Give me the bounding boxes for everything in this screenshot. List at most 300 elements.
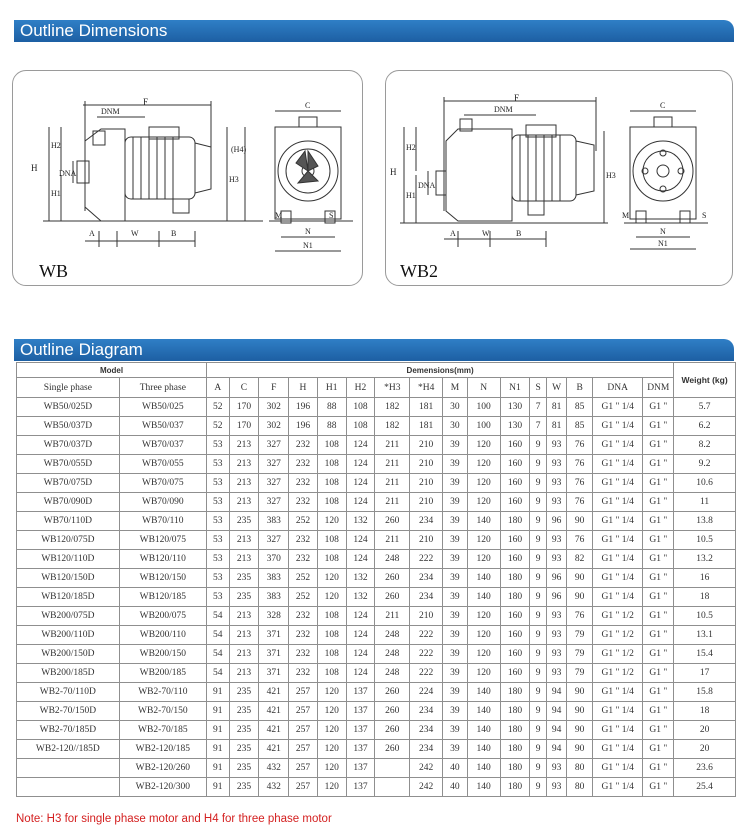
single-phase-model-cell: WB200/185D [17, 664, 120, 683]
dimension-cell: 9 [530, 455, 546, 474]
dimension-cell: 257 [289, 759, 318, 778]
column-header: W [546, 378, 567, 398]
dimension-cell: 93 [546, 759, 567, 778]
dimension-cell: 160 [500, 493, 530, 512]
dimension-cell: 39 [443, 740, 468, 759]
wb-dim-m: M [275, 211, 283, 220]
single-phase-model-cell: WB70/110D [17, 512, 120, 531]
weight-cell: 20 [674, 740, 736, 759]
dimension-cell: G1 " 1/4 [593, 550, 643, 569]
dimension-cell: 257 [289, 778, 318, 797]
dimension-cell: 140 [467, 721, 500, 740]
dimension-cell: 53 [206, 436, 229, 455]
dimension-cell: 181 [410, 398, 443, 417]
dimension-cell: 39 [443, 569, 468, 588]
dimension-cell: 180 [500, 778, 530, 797]
dimension-cell: 232 [289, 493, 318, 512]
dimension-cell: 9 [530, 645, 546, 664]
dimension-cell: G1 " 1/4 [593, 531, 643, 550]
dimension-cell: 140 [467, 569, 500, 588]
dimension-cell: 421 [259, 683, 289, 702]
dimension-cell: G1 " 1/2 [593, 607, 643, 626]
dimension-cell: 79 [567, 645, 593, 664]
weight-cell: 10.5 [674, 607, 736, 626]
column-header: H2 [346, 378, 375, 398]
dimension-cell: 421 [259, 702, 289, 721]
three-phase-model-cell: WB70/037 [119, 436, 206, 455]
dimension-cell: 39 [443, 474, 468, 493]
dimension-cell: 224 [410, 683, 443, 702]
dimension-cell: 93 [546, 531, 567, 550]
wb-dim-h2: H2 [51, 141, 61, 150]
dimension-cell: 235 [229, 512, 259, 531]
dimension-cell: 76 [567, 474, 593, 493]
wb2-fan-cover [576, 141, 594, 195]
dimension-cell: 213 [229, 455, 259, 474]
single-phase-model-cell: WB70/055D [17, 455, 120, 474]
dimension-cell: 39 [443, 512, 468, 531]
column-header: M [443, 378, 468, 398]
model-header: Model [17, 363, 207, 378]
wb-dim-w: W [131, 229, 139, 238]
dimension-cell: G1 " [643, 607, 674, 626]
three-phase-model-cell: WB120/150 [119, 569, 206, 588]
section-header-outline-diagram: Outline Diagram [14, 339, 734, 361]
dimension-cell: 9 [530, 778, 546, 797]
dimension-cell: 137 [346, 721, 375, 740]
dimension-cell: 213 [229, 626, 259, 645]
wb2-dim-dnm: DNM [494, 105, 513, 114]
dimension-cell: 9 [530, 436, 546, 455]
dimension-cell: 108 [317, 436, 346, 455]
dimension-cell: 53 [206, 531, 229, 550]
column-header: *H4 [410, 378, 443, 398]
dimension-cell: 248 [375, 626, 410, 645]
dimension-cell: 222 [410, 626, 443, 645]
dimension-cell: 39 [443, 531, 468, 550]
dimension-cell: G1 " [643, 531, 674, 550]
dimension-cell: 76 [567, 531, 593, 550]
dimension-cell: 9 [530, 550, 546, 569]
dimension-cell: G1 " 1/4 [593, 740, 643, 759]
dimension-cell: 137 [346, 740, 375, 759]
dimension-cell: 213 [229, 607, 259, 626]
table-row [17, 645, 736, 664]
wb-model-label: WB [39, 261, 68, 281]
dimension-cell: 90 [567, 512, 593, 531]
dimension-cell: 180 [500, 759, 530, 778]
dimension-cell: 235 [229, 721, 259, 740]
dimension-cell: 260 [375, 569, 410, 588]
weight-cell: 25.4 [674, 778, 736, 797]
dimension-cell: 213 [229, 664, 259, 683]
three-phase-model-cell: WB70/090 [119, 493, 206, 512]
dimension-cell: 90 [567, 588, 593, 607]
dimension-cell: 124 [346, 474, 375, 493]
dimension-cell: 53 [206, 550, 229, 569]
dimension-cell: 9 [530, 531, 546, 550]
table-row [17, 455, 736, 474]
dimension-cell: 93 [546, 474, 567, 493]
weight-cell: 18 [674, 702, 736, 721]
dimension-cell: G1 " 1/4 [593, 569, 643, 588]
weight-cell: 11 [674, 493, 736, 512]
dimension-cell: 120 [467, 436, 500, 455]
single-phase-model-cell [17, 778, 120, 797]
wb-inlet-flange [77, 161, 89, 183]
wb-side-front-drawing [13, 71, 363, 286]
dimension-cell: 196 [289, 398, 318, 417]
dimension-cell: 54 [206, 626, 229, 645]
dimension-cell: 120 [467, 664, 500, 683]
dimension-cell: 9 [530, 759, 546, 778]
table-row [17, 474, 736, 493]
dimension-cell: 120 [467, 531, 500, 550]
dimension-cell: 302 [259, 417, 289, 436]
dimension-cell: 7 [530, 398, 546, 417]
dimension-cell: 232 [289, 436, 318, 455]
dimension-cell: 232 [289, 607, 318, 626]
dimension-cell: 91 [206, 702, 229, 721]
dimension-cell: 211 [375, 531, 410, 550]
dimension-cell: 120 [317, 512, 346, 531]
single-phase-model-cell: WB2-70/110D [17, 683, 120, 702]
dimension-cell: 371 [259, 626, 289, 645]
dimension-cell: 9 [530, 740, 546, 759]
dimension-cell: 160 [500, 531, 530, 550]
dimension-cell: G1 " 1/4 [593, 759, 643, 778]
dimension-cell: G1 " 1/2 [593, 626, 643, 645]
table-row [17, 588, 736, 607]
dimension-cell: 39 [443, 588, 468, 607]
dimension-cell: 30 [443, 398, 468, 417]
weight-cell: 16 [674, 569, 736, 588]
dimension-cell: 132 [346, 512, 375, 531]
dimension-cell: 54 [206, 607, 229, 626]
column-header: H [289, 378, 318, 398]
dimension-cell: 421 [259, 740, 289, 759]
dimension-cell: 52 [206, 417, 229, 436]
dimension-cell: 9 [530, 626, 546, 645]
dimension-cell: 252 [289, 588, 318, 607]
dimension-cell: 383 [259, 512, 289, 531]
dimension-cell: 180 [500, 702, 530, 721]
weight-cell: 15.8 [674, 683, 736, 702]
dimension-cell: 160 [500, 626, 530, 645]
dimension-cell: G1 " [643, 588, 674, 607]
dimension-cell: 120 [317, 702, 346, 721]
dimension-cell: 140 [467, 683, 500, 702]
wb2-dim-w: W [482, 229, 490, 238]
dimension-cell: 248 [375, 550, 410, 569]
table-row [17, 702, 736, 721]
wb-dim-a: A [89, 229, 95, 238]
dimension-cell: G1 " 1/4 [593, 398, 643, 417]
dimension-cell: 93 [546, 645, 567, 664]
dimension-cell: 160 [500, 455, 530, 474]
dimension-cell: 232 [289, 645, 318, 664]
dimension-cell [375, 759, 410, 778]
table-row [17, 569, 736, 588]
dimension-cell: 120 [467, 626, 500, 645]
dimension-cell: G1 " [643, 645, 674, 664]
single-phase-model-cell: WB2-70/185D [17, 721, 120, 740]
three-phase-model-cell: WB2-70/110 [119, 683, 206, 702]
three-phase-model-cell: WB2-120/260 [119, 759, 206, 778]
dimension-cell: 252 [289, 512, 318, 531]
dimension-cell: G1 " [643, 474, 674, 493]
dimension-cell: 96 [546, 512, 567, 531]
dimension-cell: G1 " [643, 702, 674, 721]
weight-cell: 13.8 [674, 512, 736, 531]
table-row [17, 683, 736, 702]
dimension-cell: 108 [317, 493, 346, 512]
dimension-cell: 93 [546, 626, 567, 645]
table-row [17, 417, 736, 436]
wb2-dim-b: B [516, 229, 522, 238]
dimension-cell: 120 [317, 759, 346, 778]
dimension-cell: 235 [229, 588, 259, 607]
dimension-cell: 130 [500, 398, 530, 417]
wb-dim-dna: DNA [59, 169, 77, 178]
three-phase-model-cell: WB70/110 [119, 512, 206, 531]
table-row [17, 626, 736, 645]
weight-cell: 13.2 [674, 550, 736, 569]
dimension-cell: 130 [500, 417, 530, 436]
dimension-cell: 91 [206, 759, 229, 778]
dimension-cell: 327 [259, 436, 289, 455]
dimension-cell: 94 [546, 702, 567, 721]
dimension-cell: 93 [546, 493, 567, 512]
dimension-cell: 94 [546, 740, 567, 759]
dimension-cell: 93 [546, 607, 567, 626]
dimension-cell: 211 [375, 436, 410, 455]
dimension-cell: 257 [289, 721, 318, 740]
dimension-cell: 120 [317, 569, 346, 588]
dimension-cell: 235 [229, 683, 259, 702]
wb2-dim-h3: H3 [606, 171, 616, 180]
dimension-cell: 182 [375, 417, 410, 436]
wb-dim-n: N [305, 227, 311, 236]
dimension-cell: 302 [259, 398, 289, 417]
dimension-cell: 108 [317, 550, 346, 569]
dimension-cell: 91 [206, 778, 229, 797]
table-row [17, 778, 736, 797]
dimension-cell: 9 [530, 721, 546, 740]
dimension-cell: 40 [443, 759, 468, 778]
dimension-cell: 210 [410, 531, 443, 550]
dimension-cell: 76 [567, 607, 593, 626]
three-phase-model-cell: WB120/185 [119, 588, 206, 607]
dimension-cell: G1 " 1/4 [593, 702, 643, 721]
three-phase-model-cell: WB70/075 [119, 474, 206, 493]
dimension-cell: G1 " [643, 512, 674, 531]
dimension-cell: 222 [410, 664, 443, 683]
dimension-cell: 53 [206, 512, 229, 531]
dimension-cell: 79 [567, 664, 593, 683]
dimension-cell: 124 [346, 607, 375, 626]
wb2-dim-f: F [514, 93, 520, 103]
dimension-cell: 260 [375, 702, 410, 721]
dimension-cell: 39 [443, 493, 468, 512]
dimension-cell: 88 [317, 417, 346, 436]
dimension-cell: 93 [546, 436, 567, 455]
dimension-cell: 94 [546, 683, 567, 702]
dimension-cell: 100 [467, 398, 500, 417]
three-phase-model-cell: WB50/037 [119, 417, 206, 436]
wb2-dim-dna: DNA [418, 181, 436, 190]
dimension-cell: 232 [289, 664, 318, 683]
dimension-cell: 76 [567, 493, 593, 512]
dimension-cell: 260 [375, 740, 410, 759]
dimension-cell: 170 [229, 398, 259, 417]
dimension-cell: 211 [375, 474, 410, 493]
dimension-cell: 108 [317, 531, 346, 550]
dimension-cell: 432 [259, 778, 289, 797]
dimension-cell: 170 [229, 417, 259, 436]
dimension-cell: 213 [229, 645, 259, 664]
single-phase-model-cell: WB200/075D [17, 607, 120, 626]
dimension-cell: 196 [289, 417, 318, 436]
dimension-cell: 120 [467, 550, 500, 569]
dimensions-header: Demensions(mm) [206, 363, 673, 378]
dimension-cell: 90 [567, 740, 593, 759]
dimension-cell: 120 [317, 740, 346, 759]
dimension-cell: 181 [410, 417, 443, 436]
weight-cell: 15.4 [674, 645, 736, 664]
dimension-cell: 222 [410, 645, 443, 664]
single-phase-model-cell: WB120/150D [17, 569, 120, 588]
dimension-cell: 257 [289, 683, 318, 702]
dimension-cell: 160 [500, 645, 530, 664]
dimension-cell: 39 [443, 702, 468, 721]
single-phase-model-cell: WB70/037D [17, 436, 120, 455]
dimension-cell: 210 [410, 436, 443, 455]
wb-fan-cover [195, 143, 211, 193]
dimension-cell: 232 [289, 531, 318, 550]
dimension-cell: 120 [467, 493, 500, 512]
three-phase-model-cell: WB200/150 [119, 645, 206, 664]
dimension-cell: 248 [375, 645, 410, 664]
dimension-cell: 120 [317, 778, 346, 797]
column-header: *H3 [375, 378, 410, 398]
dimension-cell: 93 [546, 778, 567, 797]
dimension-cell: 234 [410, 721, 443, 740]
dimension-cell: G1 " [643, 455, 674, 474]
wb2-dim-s: S [702, 211, 707, 220]
dimension-cell: 91 [206, 683, 229, 702]
dimension-cell: G1 " 1/4 [593, 721, 643, 740]
outline-drawing-wb [12, 70, 363, 286]
dimension-cell: 124 [346, 626, 375, 645]
dimension-cell: 124 [346, 664, 375, 683]
dimension-cell: 39 [443, 683, 468, 702]
dimension-cell: 76 [567, 455, 593, 474]
table-row [17, 740, 736, 759]
dimension-cell: 120 [467, 474, 500, 493]
dimension-cell: 120 [317, 683, 346, 702]
dimension-cell: 108 [317, 455, 346, 474]
dimension-cell: 421 [259, 721, 289, 740]
dimension-cell: 234 [410, 569, 443, 588]
three-phase-model-cell: WB120/110 [119, 550, 206, 569]
dimension-cell: 211 [375, 455, 410, 474]
single-phase-model-cell: WB50/037D [17, 417, 120, 436]
dimension-cell: 260 [375, 512, 410, 531]
wb2-dim-m: M [622, 211, 630, 220]
dimension-cell: 137 [346, 683, 375, 702]
dimension-cell: 213 [229, 493, 259, 512]
dimension-cell: 80 [567, 778, 593, 797]
dimension-cell: 124 [346, 531, 375, 550]
dimension-cell: 124 [346, 550, 375, 569]
dimension-cell: 53 [206, 569, 229, 588]
dimension-cell: 90 [567, 702, 593, 721]
dimension-cell: 213 [229, 531, 259, 550]
dimension-cell: G1 " [643, 550, 674, 569]
dimension-cell: 90 [567, 569, 593, 588]
single-phase-model-cell: WB70/075D [17, 474, 120, 493]
table-row [17, 607, 736, 626]
dimension-cell: 7 [530, 417, 546, 436]
weight-cell: 10.6 [674, 474, 736, 493]
dimension-cell: 100 [467, 417, 500, 436]
single-phase-model-cell: WB120/110D [17, 550, 120, 569]
wb2-pump-head [446, 129, 512, 221]
dimension-cell: 90 [567, 683, 593, 702]
dimension-cell: G1 " 1/4 [593, 417, 643, 436]
dimension-cell: 132 [346, 588, 375, 607]
wb-motor-body [125, 137, 195, 199]
dimension-cell: G1 " [643, 778, 674, 797]
dimension-cell: 252 [289, 569, 318, 588]
weight-cell: 23.6 [674, 759, 736, 778]
wb-dim-h3: H3 [229, 175, 239, 184]
three-phase-model-cell: WB120/075 [119, 531, 206, 550]
dimension-cell: 327 [259, 493, 289, 512]
dimension-cell: 9 [530, 493, 546, 512]
single-phase-model-cell: WB200/150D [17, 645, 120, 664]
dimension-cell: 234 [410, 512, 443, 531]
three-phase-model-cell: WB2-120/300 [119, 778, 206, 797]
dimension-cell: 40 [443, 778, 468, 797]
dimension-cell: 120 [317, 588, 346, 607]
dimension-cell: 53 [206, 474, 229, 493]
single-phase-model-cell: WB2-120//185D [17, 740, 120, 759]
dimension-cell: 213 [229, 550, 259, 569]
column-header: H1 [317, 378, 346, 398]
single-phase-model-cell: WB50/025D [17, 398, 120, 417]
section-header-outline-dimensions: Outline Dimensions [14, 20, 734, 42]
single-phase-model-cell: WB2-70/150D [17, 702, 120, 721]
dimension-cell: 108 [346, 417, 375, 436]
dimension-cell: 94 [546, 721, 567, 740]
dimension-cell: 234 [410, 702, 443, 721]
weight-cell: 10.5 [674, 531, 736, 550]
dimension-cell: 9 [530, 588, 546, 607]
dimension-cell: 140 [467, 588, 500, 607]
dimension-cell: 124 [346, 455, 375, 474]
dimension-cell: 120 [467, 645, 500, 664]
dimension-cell: 132 [346, 569, 375, 588]
weight-cell: 8.2 [674, 436, 736, 455]
dimension-cell: G1 " 1/2 [593, 645, 643, 664]
dimension-cell: 257 [289, 740, 318, 759]
dimension-cell: 93 [546, 664, 567, 683]
dimension-cell: 137 [346, 702, 375, 721]
dimension-cell: 327 [259, 455, 289, 474]
single-phase-model-cell: WB200/110D [17, 626, 120, 645]
